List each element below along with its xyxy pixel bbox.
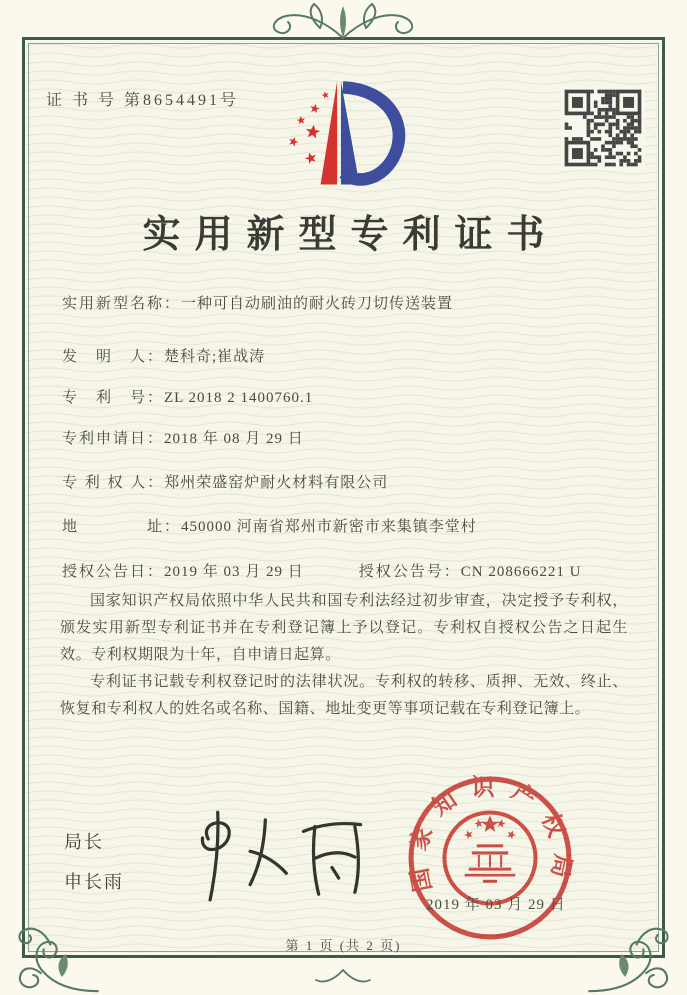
- seal-date: 2019 年 03 月 29 日: [426, 897, 566, 913]
- legal-paragraph-1: 国家知识产权局依照中华人民共和国专利法经过初步审查，决定授予专利权，颁发实用新型专利证书并在专利登记簿上予以登记。专利权自授权公告之日起生效。专利权期限为十年，自申请日起算。: [60, 593, 628, 663]
- director-title: 局长: [64, 832, 104, 852]
- field-value: 一种可自动刷油的耐火砖刀切传送装置: [181, 296, 454, 312]
- field-label: 授权公告号：: [358, 564, 461, 580]
- field-value: 450000 河南省郑州市新密市来集镇李堂村: [181, 519, 477, 535]
- director-signature-icon: [172, 806, 372, 910]
- field-value: 2019 年 03 月 29 日: [164, 564, 304, 580]
- national-emblem-icon: [444, 812, 535, 903]
- field-value: 郑州荣盛窑炉耐火材料有限公司: [164, 475, 389, 491]
- field-label: 地 址：: [62, 519, 182, 535]
- field-grant-date-and-number: [62, 560, 581, 581]
- field-utility-model-name: [62, 292, 453, 313]
- field-label: 专 利 号：: [62, 390, 165, 406]
- director-block: [64, 828, 124, 894]
- grant-number-pair: [359, 564, 582, 580]
- field-label: 实用新型名称：: [62, 296, 182, 312]
- grant-date-pair: [62, 560, 354, 581]
- top-center-ornament-icon: [268, 0, 418, 42]
- legal-text: [60, 588, 628, 723]
- field-address: [62, 515, 477, 536]
- field-filing-date: [62, 427, 304, 448]
- field-inventors: [62, 345, 265, 366]
- page-number: 第 1 页 (共 2 页): [285, 938, 402, 953]
- certificate-number: 证 书 号 第8654491号: [46, 92, 240, 109]
- field-label: 专 利 权 人：: [62, 475, 165, 491]
- field-label: 发 明 人：: [62, 349, 165, 365]
- bottom-right-ornament-icon: [585, 918, 675, 994]
- cnipa-logo-icon: [272, 74, 408, 194]
- field-value: ZL 2018 2 1400760.1: [164, 390, 314, 406]
- field-patent-number: [62, 386, 313, 407]
- field-value: CN 208666221 U: [460, 564, 582, 580]
- field-label: 专利申请日：: [62, 431, 165, 447]
- legal-paragraph-2: 专利证书记载专利权登记时的法律状况。专利权的转移、质押、无效、终止、恢复和专利权人的姓名或名称、国籍、地址变更等事项记载在专利登记簿上。: [60, 674, 628, 717]
- field-patentee: [62, 471, 388, 492]
- field-label: 授权公告日：: [62, 564, 165, 580]
- field-value: 2018 年 08 月 29 日: [164, 431, 304, 447]
- bottom-left-ornament-icon: [12, 918, 102, 994]
- cnipa-official-seal-icon: [404, 772, 576, 944]
- field-value: 楚科奇;崔战涛: [164, 349, 266, 365]
- certificate-title: 实用新型专利证书: [142, 214, 559, 256]
- bottom-center-ornament-icon: [312, 966, 374, 990]
- director-name: 申长雨: [64, 872, 124, 892]
- seal-text: 国家知识产权局: [404, 775, 576, 894]
- qr-code-icon: [561, 86, 645, 170]
